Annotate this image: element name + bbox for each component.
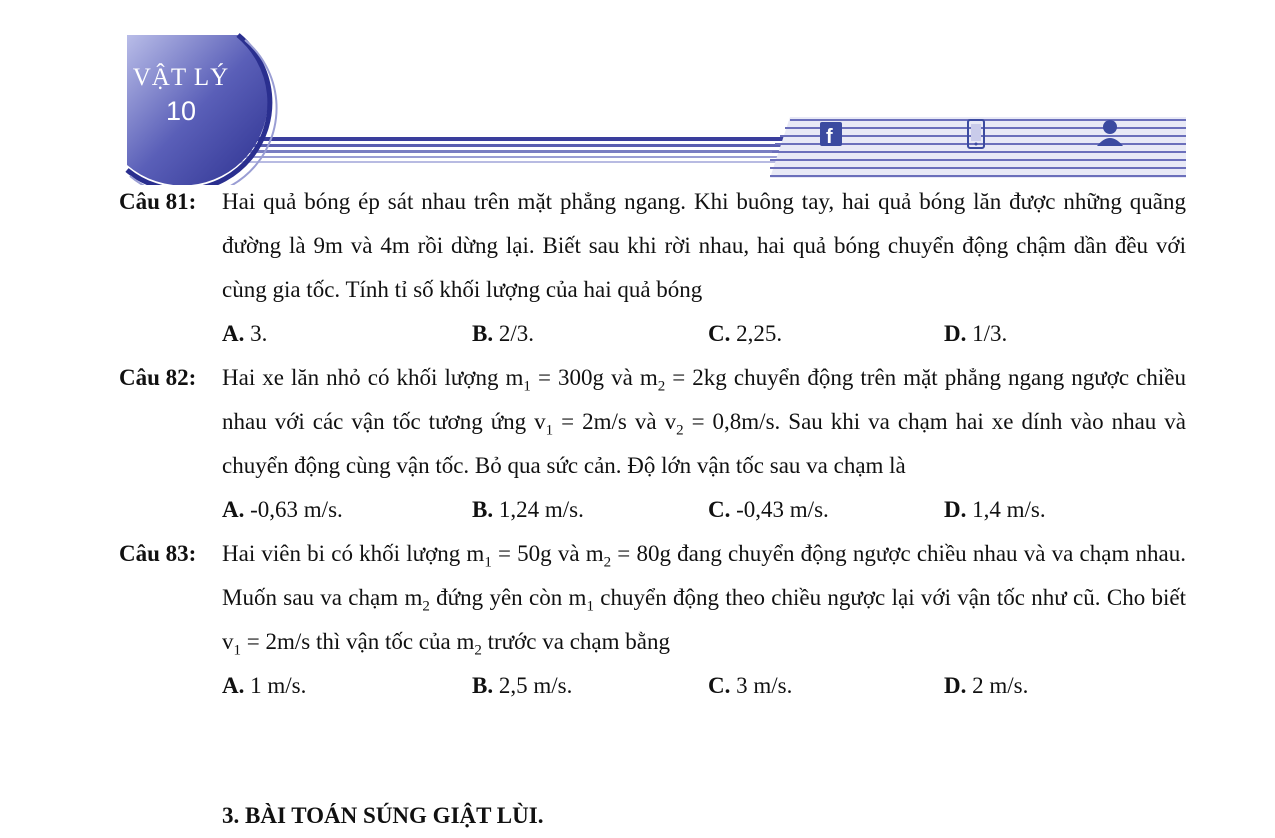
option-d[interactable]: D. 1,4 m/s. xyxy=(944,497,1046,522)
option-c[interactable]: C. -0,43 m/s. xyxy=(708,497,829,522)
page-header xyxy=(0,0,1275,185)
question-83 xyxy=(0,532,1275,708)
option-b[interactable]: B. 1,24 m/s. xyxy=(472,497,584,522)
question-label: Câu 81: xyxy=(119,189,197,214)
header-stripes xyxy=(150,117,1186,178)
facebook-icon xyxy=(820,122,842,148)
section-heading: 3. BÀI TOÁN SÚNG GIẬT LÙI. xyxy=(222,803,544,828)
answer-options xyxy=(0,664,1275,708)
option-c[interactable]: C. 3 m/s. xyxy=(708,673,793,698)
option-a[interactable]: A. 1 m/s. xyxy=(222,673,307,698)
option-c[interactable]: C. 2,25. xyxy=(708,321,783,346)
question-81 xyxy=(0,180,1275,356)
question-82 xyxy=(0,356,1275,532)
question-list xyxy=(0,180,1275,828)
question-text: Hai viên bi có khối lượng $m_1 = 50g$ và $m_2 = 80g$ đang chuyển động ngược chiều nhau và va chạm nhau. Muốn sau va chạm $m_2$ đứng yên còn $m_1$ chuyển động theo chiều ngược lại với vận tốc như cũ. Cho biết $v_1 = 2m/s$ thì vận tốc của $m_2$ trước va chạm bằng xyxy=(222,541,1187,659)
option-d[interactable]: D. 2 m/s. xyxy=(944,673,1029,698)
option-d[interactable]: D. 1/3. xyxy=(944,321,1008,346)
header-banner xyxy=(0,0,1275,185)
question-text: Hai quả bóng ép sát nhau trên mặt phẳng ngang. Khi buông tay, hai quả bóng lăn được những quãng đường là 9m và 4m rồi dừng lại. Biết sau khi rời nhau, hai quả bóng chuyển động chậm dần đều với cùng gia tốc. Tính tỉ số khối lượng của hai quả bóng xyxy=(222,189,1186,302)
answer-options xyxy=(0,488,1275,532)
question-text: Hai xe lăn nhỏ có khối lượng $m_1 = 300g$ và $m_2 = 2kg$ chuyển động trên mặt phẳng ngang ngược chiều nhau với các vận tốc tương ứng $v_1 = 2m/s$ và $v_2 = 0,8m/s$. Sau khi va chạm hai xe dính vào nhau và chuyển động cùng vận tốc. Bỏ qua sức cản. Độ lớn vận tốc sau va chạm là xyxy=(222,365,1186,478)
question-label: Câu 82: xyxy=(119,365,197,390)
subject-label: VẬT LÝ xyxy=(132,64,230,91)
option-b[interactable]: B. 2/3. xyxy=(472,321,534,346)
question-label: Câu 83: xyxy=(119,541,197,566)
option-b[interactable]: B. 2,5 m/s. xyxy=(472,673,573,698)
grade-label: 10 xyxy=(165,96,197,126)
answer-options xyxy=(0,312,1275,356)
option-a[interactable]: A. 3. xyxy=(222,321,268,346)
svg-text:f: f xyxy=(826,126,833,148)
option-a[interactable]: A. -0,63 m/s. xyxy=(222,497,343,522)
